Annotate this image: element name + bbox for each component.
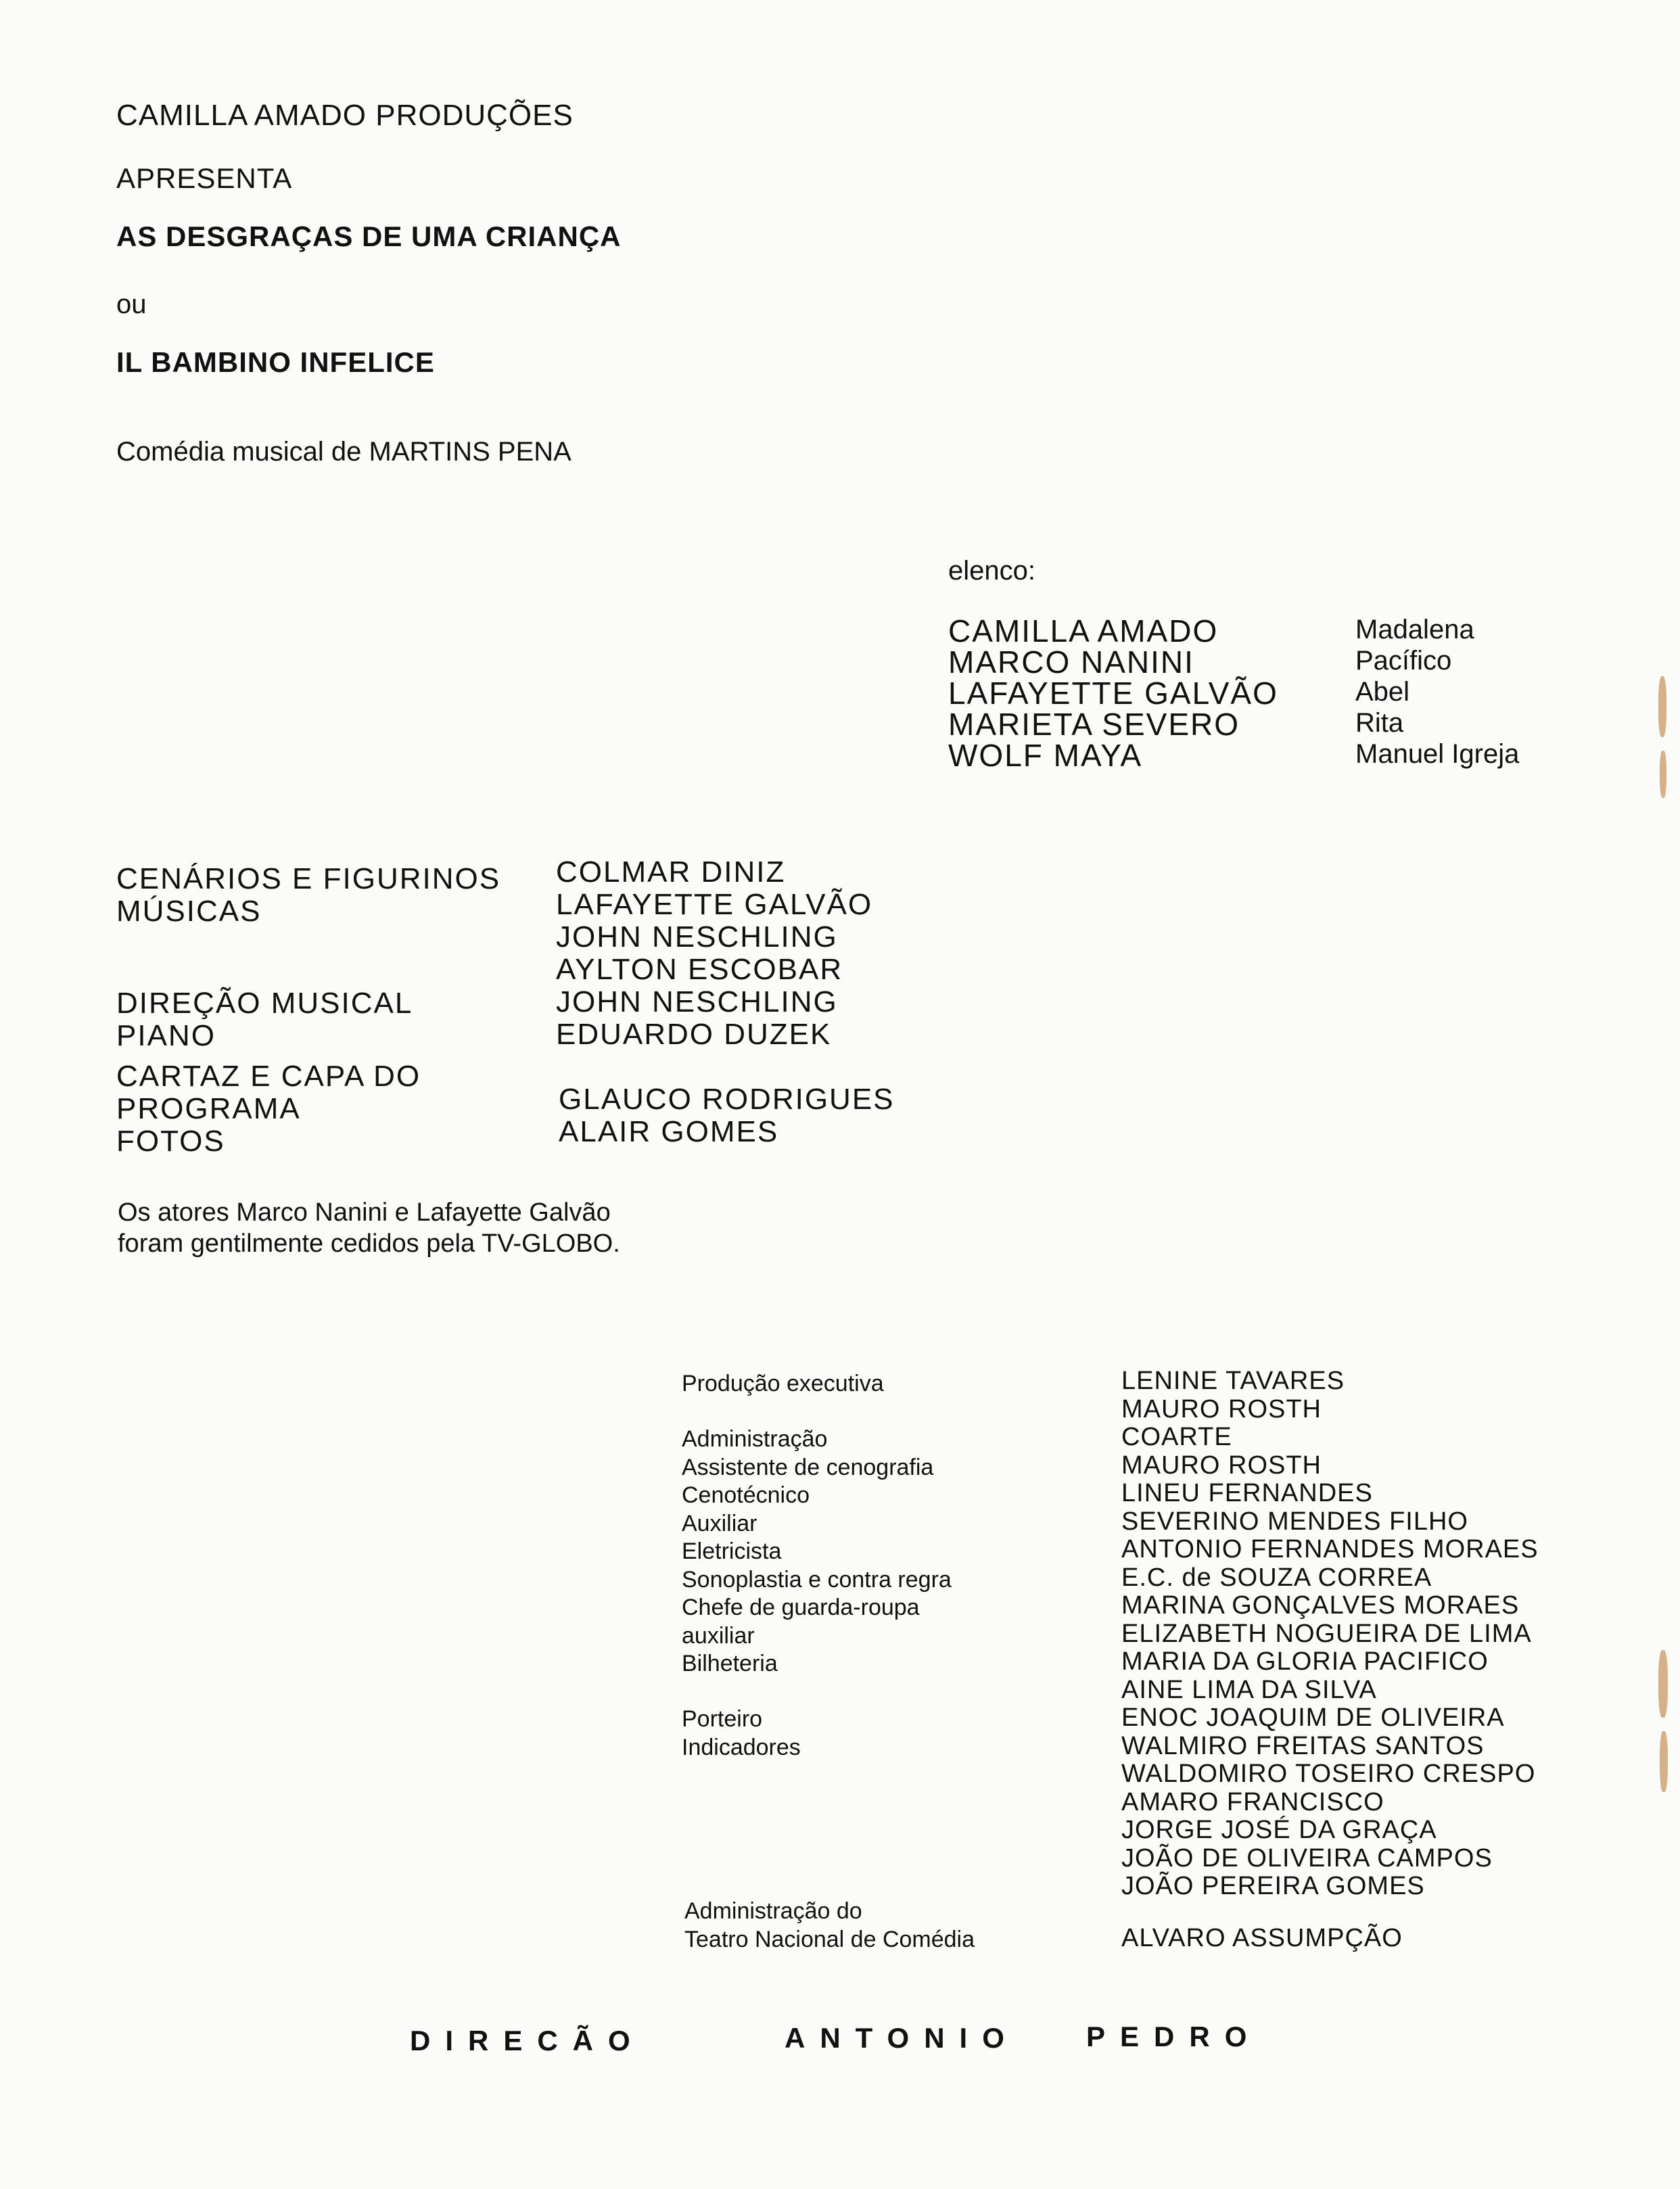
- staff-name: MAURO ROSTH: [1121, 1451, 1322, 1480]
- staff-label: Administração: [682, 1426, 828, 1452]
- note-line: Os atores Marco Nanini e Lafayette Galvão: [118, 1198, 611, 1227]
- staff-name: WALMIRO FREITAS SANTOS: [1121, 1731, 1485, 1760]
- credit-roles-bottom: [116, 1060, 421, 1158]
- presents-line: APRESENTA: [116, 162, 293, 194]
- cast-role: Rita: [1355, 708, 1404, 738]
- staff-name: ANTONIO FERNANDES MORAES: [1121, 1535, 1539, 1563]
- staff-label: Bilheteria: [682, 1651, 778, 1676]
- credit-name: COLMAR DINIZ: [556, 855, 786, 889]
- cast-role: Madalena: [1355, 615, 1474, 644]
- staff-name: AINE LIMA DA SILVA: [1121, 1675, 1377, 1704]
- staff-labels-b: [682, 1705, 801, 1762]
- credit-name: EDUARDO DUZEK: [556, 1018, 832, 1051]
- staff-label: auxiliar: [682, 1622, 755, 1649]
- credit-role: CARTAZ E CAPA DO: [116, 1060, 421, 1093]
- credit-role: PIANO: [116, 1019, 216, 1052]
- credit-role: MÚSICAS: [116, 895, 262, 928]
- staff-names: [1121, 1367, 1539, 1901]
- staff-label: Auxiliar: [682, 1510, 757, 1536]
- credit-role: CENÁRIOS E FIGURINOS: [116, 862, 501, 895]
- cast-role: Abel: [1355, 677, 1410, 707]
- note-line: foram gentilmente cedidos pela TV-GLOBO.: [118, 1229, 620, 1258]
- credit-role: PROGRAMA: [116, 1092, 301, 1125]
- credit-name: JOHN NESCHLING: [556, 985, 838, 1018]
- staff-name: E.C. de SOUZA CORREA: [1121, 1563, 1432, 1592]
- cast-actor: LAFAYETTE GALVÃO: [948, 676, 1278, 711]
- staff-name: COARTE: [1121, 1423, 1232, 1451]
- cast-role: Pacífico: [1355, 646, 1452, 676]
- staff-name: JOÃO DE OLIVEIRA CAMPOS: [1121, 1843, 1493, 1873]
- staff-label: Porteiro: [682, 1706, 763, 1732]
- credit-name: LAFAYETTE GALVÃO: [556, 888, 873, 921]
- credit-name: GLAUCO RODRIGUES: [559, 1083, 895, 1116]
- cast-actor: MARCO NANINI: [948, 644, 1194, 680]
- producer-line: CAMILLA AMADO PRODUÇÕES: [116, 99, 574, 132]
- staff-name: LENINE TAVARES: [1121, 1367, 1345, 1395]
- play-title: AS DESGRAÇAS DE UMA CRIANÇA: [116, 220, 622, 252]
- staff-name: LINEU FERNANDES: [1121, 1479, 1373, 1507]
- cast-actor: CAMILLA AMADO: [948, 613, 1219, 649]
- alt-title: IL BAMBINO INFELICE: [116, 346, 435, 378]
- staff-labels-a: [682, 1426, 952, 1678]
- credit-name: ALAIR GOMES: [559, 1115, 779, 1148]
- cast-actor: MARIETA SEVERO: [948, 707, 1240, 742]
- credit-role: FOTOS: [116, 1125, 225, 1158]
- credit-names-bottom: [559, 1083, 895, 1148]
- staff-label: Sonoplastia e contra regra: [682, 1566, 952, 1593]
- staff-name: JORGE JOSÉ DA GRAÇA: [1121, 1816, 1437, 1844]
- staff-label: Indicadores: [682, 1734, 801, 1760]
- paper-stain: [1660, 751, 1666, 798]
- paper-stain: [1658, 676, 1666, 737]
- credit-roles-mid: [116, 987, 413, 1052]
- staff-exec-label: Produção executiva: [682, 1371, 884, 1396]
- paper-stain: [1658, 1650, 1668, 1718]
- credit-name: JOHN NESCHLING: [556, 920, 838, 954]
- credit-role: DIREÇÃO MUSICAL: [116, 987, 413, 1020]
- credit-names-top: [556, 856, 872, 1051]
- staff-name: ENOC JOAQUIM DE OLIVEIRA: [1121, 1703, 1505, 1732]
- director-last-name: PEDRO: [1086, 2021, 1262, 2052]
- staff-name: MAURO ROSTH: [1121, 1394, 1322, 1423]
- cast-role: Manuel Igreja: [1355, 739, 1520, 769]
- director-first-name: ANTONIO: [785, 2022, 1019, 2054]
- staff-name: ELIZABETH NOGUEIRA DE LIMA: [1121, 1619, 1532, 1648]
- staff-label: Eletricista: [682, 1538, 782, 1564]
- cast-heading: elenco:: [948, 556, 1035, 586]
- staff-label: Teatro Nacional de Comédia: [684, 1926, 975, 1952]
- cast-actor-list: [948, 615, 1278, 771]
- direction-label: DIRECÃO: [410, 2025, 645, 2056]
- staff-label: Assistente de cenografia: [682, 1454, 934, 1480]
- staff-name: WALDOMIRO TOSEIRO CRESPO: [1121, 1760, 1536, 1788]
- subtitle: Comédia musical de MARTINS PENA: [116, 437, 571, 467]
- staff-name: SEVERINO MENDES FILHO: [1121, 1507, 1468, 1536]
- staff-name: MARIA DA GLORIA PACIFICO: [1121, 1647, 1489, 1676]
- staff-label: Administração do: [684, 1898, 862, 1924]
- staff-name: MARINA GONÇALVES MORAES: [1121, 1591, 1520, 1620]
- cast-actor: WOLF MAYA: [948, 738, 1143, 773]
- staff-label: Cenotécnico: [682, 1482, 810, 1508]
- staff-name: AMARO FRANCISCO: [1121, 1787, 1384, 1816]
- cast-role-list: [1355, 614, 1519, 770]
- credit-name: AYLTON ESCOBAR: [556, 953, 843, 986]
- staff-name: JOÃO PEREIRA GOMES: [1121, 1872, 1425, 1900]
- credit-roles-top: [116, 863, 500, 928]
- or-line: ou: [116, 289, 147, 319]
- staff-label: Chefe de guarda-roupa: [682, 1595, 920, 1620]
- staff-labels-c: [684, 1898, 975, 1954]
- paper-stain: [1660, 1731, 1668, 1792]
- staff-admin-name: ALVARO ASSUMPÇÃO: [1121, 1924, 1403, 1952]
- courtesy-note: [118, 1197, 620, 1259]
